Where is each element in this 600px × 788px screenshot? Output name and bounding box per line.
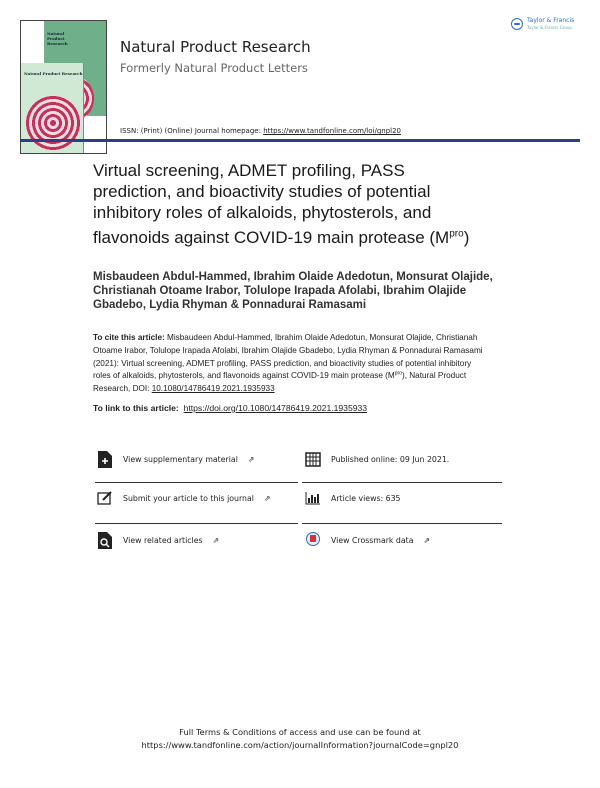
article-title: Virtual screening, ADMET profiling, PASS prediction, and bioactivity studies of potential inhibitory roles of alkaloids, phytosterols, and flavonoids against COVID-19 main protease $(M^{pro})$: [93, 161, 470, 247]
external-link-icon: ⇗: [423, 535, 431, 545]
doi-link[interactable]: 10.1080/14786419.2021.1935933: [151, 384, 275, 394]
divider: [302, 482, 502, 483]
published-date: Published online: 09 Jun 2021.: [305, 447, 449, 471]
header-divider: [20, 139, 580, 142]
search-document-icon: [97, 531, 113, 549]
crossmark-icon: [305, 531, 321, 549]
divider: [95, 523, 298, 524]
article-views: Article views: 635: [305, 486, 401, 510]
citation-section: [93, 332, 488, 414]
footer-terms: Full Terms & Conditions of access and use can be found at https://www.tandfonline.com/action/journalInformation?journalCode=gnpl20: [0, 726, 600, 751]
terms-link[interactable]: https://www.tandfonline.com/action/journalInformation?journalCode=gnpl20: [141, 739, 459, 750]
divider: [95, 482, 298, 483]
journal-title: Natural Product Research: [120, 38, 311, 56]
divider: [302, 523, 502, 524]
article-link-line: To link to this article: https://doi.org/10.1080/14786419.2021.1935933: [93, 402, 368, 413]
calendar-icon: [305, 450, 321, 468]
issn-line: ISSN: (Print) (Online) Journal homepage: https://www.tandfonline.com/loi/gnpl20: [120, 127, 402, 135]
external-link-icon: ⇗: [263, 493, 271, 503]
journal-cover-image: Natural Product Research Natural Product Research: [20, 20, 107, 154]
article-url-link[interactable]: https://doi.org/10.1080/14786419.2021.1935933: [183, 402, 368, 413]
submit-article-button[interactable]: Submit your article to this journal ⇗: [97, 486, 270, 510]
view-supplementary-button[interactable]: View supplementary material ⇗: [97, 447, 254, 471]
view-related-articles-button[interactable]: View related articles ⇗: [97, 528, 219, 552]
external-link-icon: ⇗: [247, 454, 255, 464]
taylor-francis-logo-icon: [511, 18, 523, 30]
file-plus-icon: [97, 450, 113, 468]
author-list: Misbaudeen Abdul-Hammed, Ibrahim Olaide Adedotun, Monsurat Olajide, Christianah Otoame Irabor, Tolulope Irapada Afolabi, Ibrahim Olajide Gbadebo, Lydia Rhyman & Ponnadurai Ramasami: [93, 271, 493, 311]
journal-subtitle: Formerly Natural Product Letters: [120, 61, 308, 75]
citation-block: To cite this article: Misbaudeen Abdul-Hammed, Ibrahim Olaide Adedotun, Monsurat Olajide, Christianah Otoame Irabor, Tolulope Irapada Afolabi, Ibrahim Olajide Gbadebo, Lydia Rhyman & Ponnadurai Ramasami (2021): Virtual screening, ADMET profiling, PASS prediction, and bioactivity studies of potential inhibitory roles of alkaloids, phytosterols, and flavonoids against COVID-19 main protease $(M^{pro})$, Natural Product Research, DOI: 10.1080/14786419.2021.1935933: [93, 333, 483, 394]
publisher-logo: Taylor & Francis Taylor & Francis Group: [511, 17, 574, 31]
bar-chart-icon: [305, 489, 321, 507]
external-link-icon: ⇗: [212, 535, 220, 545]
view-crossmark-button[interactable]: View Crossmark data ⇗: [305, 528, 430, 552]
journal-homepage-link[interactable]: https://www.tandfonline.com/loi/gnpl20: [263, 127, 402, 135]
article-heading: [93, 160, 513, 312]
edit-icon: [97, 489, 113, 507]
